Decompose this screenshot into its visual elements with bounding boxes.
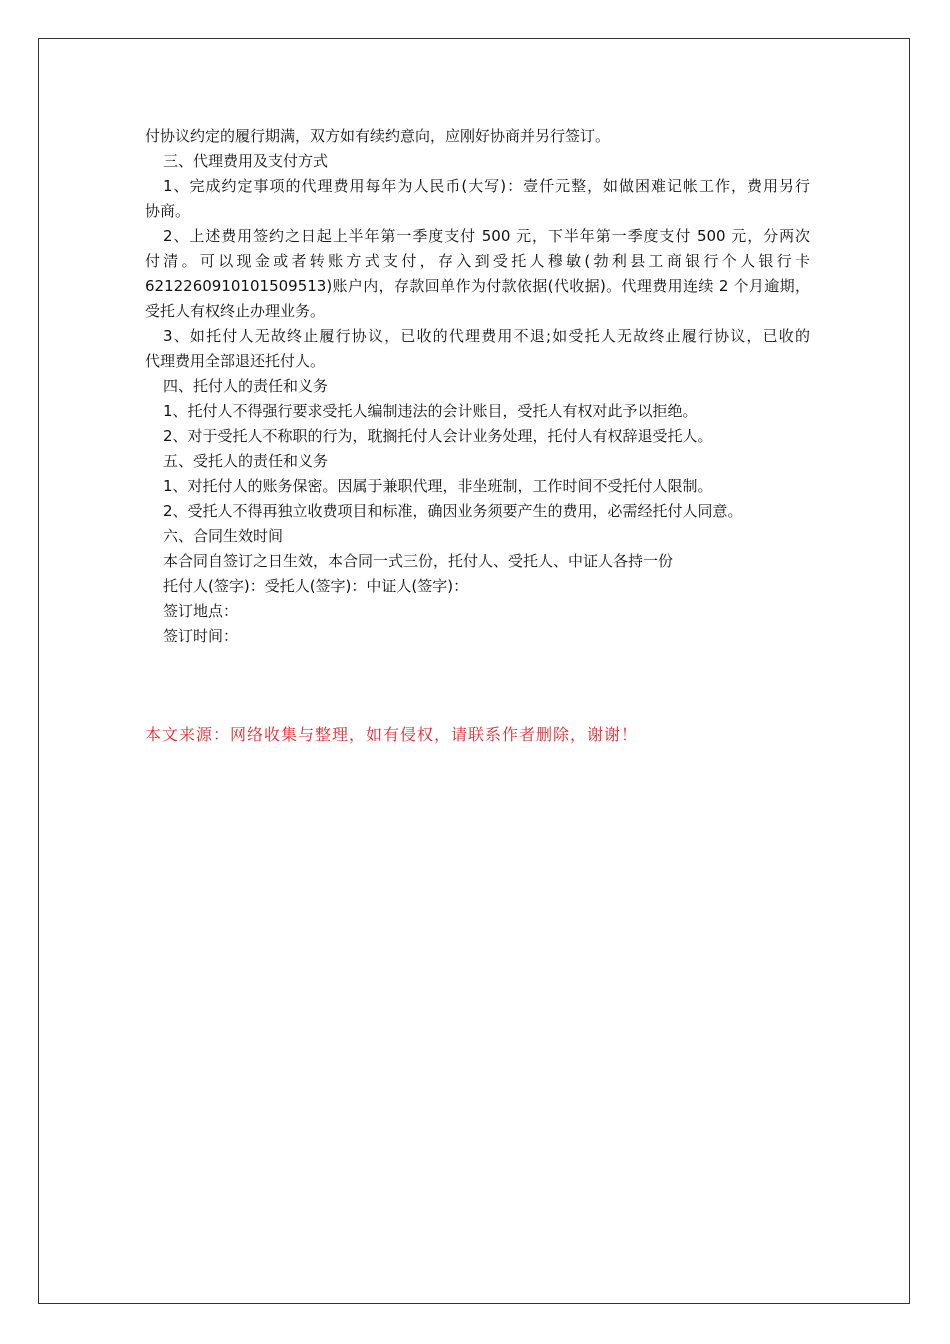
section-heading-fees: 三、代理费用及支付方式	[163, 152, 329, 170]
text-line: 2、上述费用签约之日起上半年第一季度支付 500 元，下半年第一季度支付 500 元，分两次	[163, 227, 810, 245]
text-line: 6212260910101509513)账户内，存款回单作为付款依据(代收据)。代理费用连续 2 个月逾期，	[145, 277, 810, 295]
text-line: 本合同自签订之日生效，本合同一式三份，托付人、受托人、中证人各持一份	[163, 552, 674, 570]
text-line: 付协议约定的履行期满，双方如有续约意向，应刚好协商并另行签订。	[145, 127, 611, 145]
signing-time-line: 签订时间：	[163, 627, 239, 645]
text-line: 3、如托付人无故终止履行协议，已收的代理费用不退;如受托人无故终止履行协议，已收的	[163, 327, 810, 345]
text-line: 2、受托人不得再独立收费项目和标准，确因业务须要产生的费用，必需经托付人同意。	[163, 502, 743, 520]
text-line: 1、完成约定事项的代理费用每年为人民币(大写)：壹仟元整，如做困难记帐工作，费用另行	[163, 177, 810, 195]
signing-place-line: 签订地点：	[163, 602, 239, 620]
section-heading-client-duties: 四、托付人的责任和义务	[163, 377, 329, 395]
text-line: 1、托付人不得强行要求受托人编制违法的会计账目，受托人有权对此予以拒绝。	[163, 402, 698, 420]
source-note: 本文来源：网络收集与整理，如有侵权，请联系作者删除，谢谢！	[145, 725, 639, 744]
text-line: 付清。可以现金或者转账方式支付，存入到受托人穆敏(勃利县工商银行个人银行卡	[145, 252, 810, 270]
text-line: 协商。	[145, 202, 191, 220]
text-line: 受托人有权终止办理业务。	[145, 302, 326, 320]
section-heading-agent-duties: 五、受托人的责任和义务	[163, 452, 329, 470]
text-line: 2、对于受托人不称职的行为，耽搁托付人会计业务处理，托付人有权辞退受托人。	[163, 427, 713, 445]
text-line: 1、对托付人的账务保密。因属于兼职代理，非坐班制，工作时间不受托付人限制。	[163, 477, 713, 495]
contract-body	[145, 124, 810, 649]
signature-line: 托付人(签字)：受托人(签字)：中证人(签字)：	[163, 577, 469, 595]
text-line: 代理费用全部退还托付人。	[145, 352, 326, 370]
section-heading-effective-date: 六、合同生效时间	[163, 527, 284, 545]
